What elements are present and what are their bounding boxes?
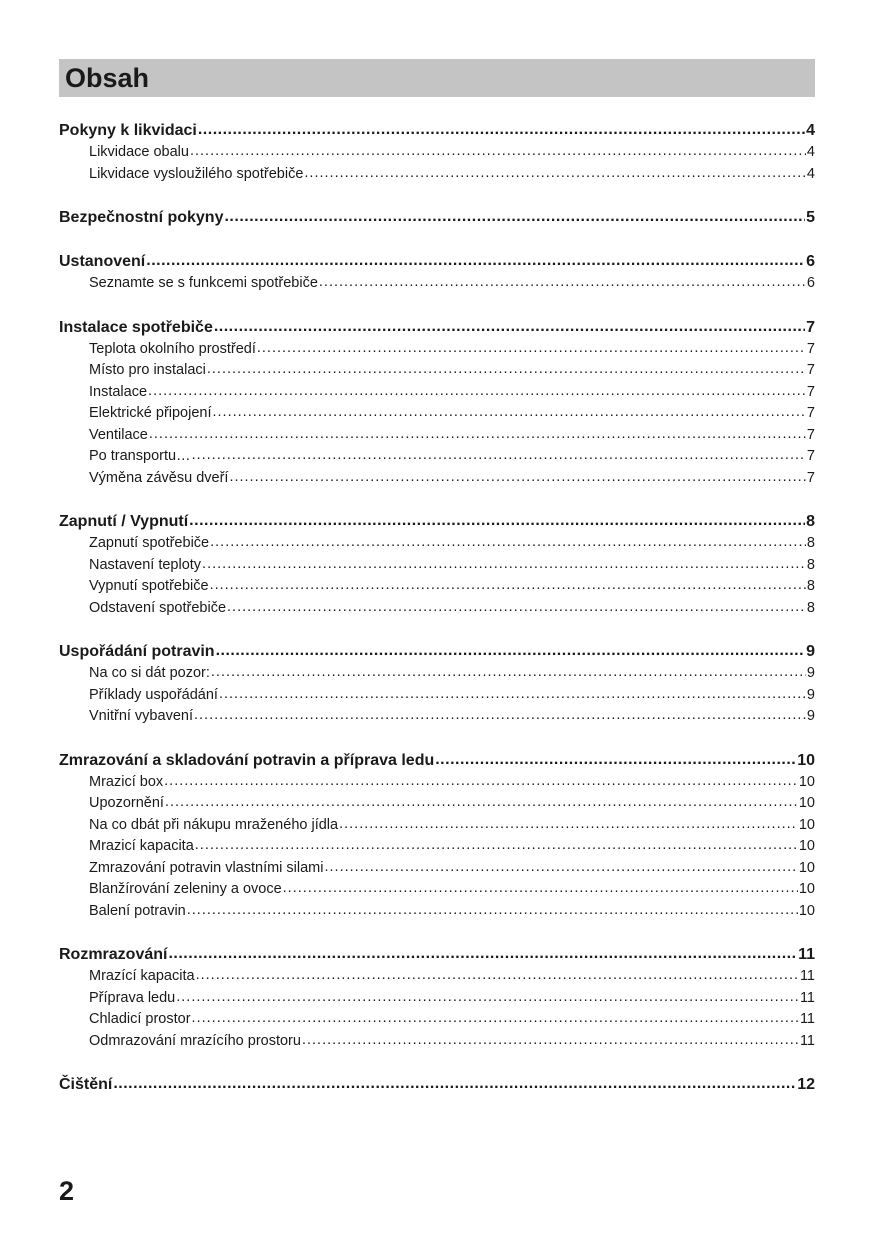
toc-entry-page: 7 — [806, 362, 815, 378]
toc-entry-page: 4 — [806, 165, 815, 182]
toc-leader-dots — [146, 250, 805, 272]
toc-section-title: Uspořádání potravin — [59, 643, 215, 660]
toc-entry[interactable] — [59, 1031, 815, 1053]
toc-entry[interactable] — [59, 685, 815, 707]
toc-entry-title: Vypnutí spotřebiče — [89, 578, 209, 594]
page-title: Obsah — [65, 62, 150, 93]
toc-entry-title: Chladicí prostor — [89, 1011, 191, 1027]
toc-entry-title: Po transportu… — [89, 448, 191, 464]
toc-entry[interactable] — [59, 663, 815, 685]
toc-section-page: 12 — [797, 1076, 815, 1093]
toc-entry-page: 10 — [798, 773, 815, 790]
toc-entry[interactable] — [59, 403, 815, 425]
table-of-contents — [59, 120, 815, 1096]
toc-section-page: 5 — [806, 209, 815, 226]
toc-leader-dots — [224, 206, 805, 228]
toc-entry-page: 10 — [798, 859, 815, 876]
toc-entry-title: Odstavení spotřebiče — [89, 599, 227, 616]
toc-leader-dots — [210, 532, 806, 554]
toc-entry-title: Elektrické připojení — [89, 405, 212, 421]
toc-entry-title: Zapnutí spotřebiče — [89, 535, 210, 551]
toc-section[interactable] — [59, 207, 815, 229]
toc-entry[interactable] — [59, 468, 815, 490]
toc-entry-page: 9 — [806, 665, 815, 681]
toc-leader-dots — [149, 424, 806, 446]
toc-leader-dots — [219, 684, 806, 706]
toc-entry-title: Ventilace — [89, 426, 148, 443]
toc-entry-title: Příklady uspořádání — [89, 686, 218, 703]
toc-entry-page: 11 — [799, 1032, 815, 1049]
toc-leader-dots — [339, 814, 798, 836]
toc-entry[interactable] — [59, 425, 815, 447]
toc-entry-title: Upozornění — [89, 795, 164, 811]
toc-entry-title: Mrazicí kapacita — [89, 838, 194, 854]
toc-section-title: Ustanovení — [59, 253, 146, 270]
toc-entry-page: 6 — [806, 275, 815, 291]
toc-section-page: 7 — [806, 318, 815, 336]
toc-entry-title: Mrazicí box — [89, 773, 164, 790]
toc-leader-dots — [192, 445, 806, 467]
toc-entry[interactable] — [59, 555, 815, 577]
toc-leader-dots — [319, 272, 806, 294]
toc-entry[interactable] — [59, 164, 815, 186]
toc-entry[interactable] — [59, 706, 815, 728]
toc-leader-dots — [325, 857, 798, 879]
toc-section-page: 4 — [806, 122, 815, 139]
toc-entry-title: Likvidace obalu — [89, 144, 189, 160]
toc-leader-dots — [164, 771, 798, 793]
toc-entry-title: Teplota okolního prostředí — [89, 340, 256, 357]
toc-section-page: 9 — [806, 643, 815, 660]
toc-section-page: 6 — [806, 253, 815, 270]
toc-leader-dots — [196, 965, 799, 987]
toc-entry-page: 4 — [806, 144, 815, 160]
toc-entry-page: 7 — [806, 469, 815, 486]
toc-entry-title: Nastavení teploty — [89, 556, 202, 573]
toc-section-title: Instalace spotřebiče — [59, 318, 213, 336]
toc-entry[interactable] — [59, 533, 815, 555]
toc-entry[interactable] — [59, 988, 815, 1010]
toc-entry[interactable] — [59, 879, 815, 901]
toc-leader-dots — [210, 575, 806, 597]
toc-entry-page: 10 — [798, 816, 815, 833]
toc-leader-dots — [195, 835, 798, 857]
toc-entry[interactable] — [59, 858, 815, 880]
toc-leader-dots — [198, 119, 805, 141]
page-number: 2 — [59, 1176, 75, 1206]
toc-entry-title: Odmrazování mrazícího prostoru — [89, 1032, 301, 1049]
toc-section[interactable] — [59, 944, 815, 966]
toc-entry-page: 11 — [799, 1011, 815, 1027]
toc-entry-page: 7 — [806, 448, 815, 464]
toc-entry[interactable] — [59, 1009, 815, 1031]
toc-entry-title: Seznamte se s funkcemi spotřebiče — [89, 275, 318, 291]
toc-section[interactable] — [59, 120, 815, 142]
toc-entry-title: Balení potravin — [89, 902, 186, 919]
toc-section[interactable] — [59, 641, 815, 663]
toc-leader-dots — [189, 510, 805, 532]
toc-entry-title: Na co dbát při nákupu mraženého jídla — [89, 816, 339, 833]
toc-section-title: Pokyny k likvidaci — [59, 122, 197, 139]
toc-section[interactable] — [59, 317, 815, 339]
toc-leader-dots — [194, 705, 806, 727]
toc-leader-dots — [176, 987, 799, 1009]
toc-leader-dots — [113, 1073, 796, 1095]
toc-entry-page: 10 — [798, 881, 815, 897]
toc-entry[interactable] — [59, 901, 815, 923]
toc-entry-title: Likvidace vysloužilého spotřebiče — [89, 165, 304, 182]
toc-entry-title: Zmrazování potravin vlastními silami — [89, 859, 324, 876]
toc-entry-page: 7 — [806, 340, 815, 357]
toc-entry-page: 8 — [806, 599, 815, 616]
toc-section[interactable] — [59, 1074, 815, 1096]
toc-entry-page: 8 — [806, 578, 815, 594]
toc-entry[interactable] — [59, 793, 815, 815]
toc-section-page: 8 — [806, 513, 815, 530]
toc-entry-title: Vnitřní vybavení — [89, 708, 193, 724]
toc-section-title: Zapnutí / Vypnutí — [59, 513, 189, 530]
title-bar — [59, 59, 815, 97]
toc-leader-dots — [229, 467, 805, 489]
toc-section-title: Rozmrazování — [59, 946, 168, 963]
toc-leader-dots — [202, 554, 806, 576]
toc-entry-page: 8 — [806, 556, 815, 573]
toc-leader-dots — [283, 878, 798, 900]
toc-entry-title: Příprava ledu — [89, 989, 176, 1006]
toc-entry-page: 9 — [806, 708, 815, 724]
toc-leader-dots — [302, 1030, 799, 1052]
toc-leader-dots — [190, 141, 806, 163]
toc-section[interactable] — [59, 251, 815, 273]
toc-entry-page: 10 — [798, 795, 815, 811]
toc-entry[interactable] — [59, 446, 815, 468]
toc-leader-dots — [214, 316, 805, 338]
toc-entry[interactable] — [59, 273, 815, 295]
toc-entry[interactable] — [59, 339, 815, 361]
toc-entry[interactable] — [59, 836, 815, 858]
toc-section-page: 11 — [798, 946, 815, 963]
toc-entry-page: 8 — [806, 535, 815, 551]
toc-leader-dots — [187, 900, 798, 922]
toc-section-title: Čištění — [59, 1076, 113, 1093]
toc-leader-dots — [168, 943, 797, 965]
toc-entry-page: 11 — [799, 989, 815, 1006]
toc-entry[interactable] — [59, 142, 815, 164]
toc-entry-page: 7 — [806, 383, 815, 400]
toc-section-title: Zmrazování a skladování potravin a příprava ledu — [59, 751, 435, 769]
toc-entry-page: 10 — [798, 902, 815, 919]
toc-section-title: Bezpečnostní pokyny — [59, 209, 224, 226]
toc-entry[interactable] — [59, 360, 815, 382]
toc-entry-page: 9 — [806, 686, 815, 703]
toc-leader-dots — [192, 1008, 799, 1030]
toc-leader-dots — [207, 359, 806, 381]
toc-leader-dots — [227, 597, 806, 619]
toc-entry[interactable] — [59, 772, 815, 794]
toc-leader-dots — [216, 640, 806, 662]
toc-section[interactable] — [59, 511, 815, 533]
toc-section-page: 10 — [797, 751, 815, 769]
toc-entry[interactable] — [59, 576, 815, 598]
toc-leader-dots — [304, 163, 806, 185]
toc-leader-dots — [211, 662, 806, 684]
toc-entry-title: Výměna závěsu dveří — [89, 469, 229, 486]
toc-leader-dots — [213, 402, 806, 424]
toc-section[interactable] — [59, 750, 815, 772]
toc-entry-title: Blanžírování zeleniny a ovoce — [89, 881, 282, 897]
toc-entry-title: Místo pro instalaci — [89, 362, 206, 378]
toc-entry-title: Mrazící kapacita — [89, 968, 195, 984]
toc-leader-dots — [435, 749, 796, 771]
toc-entry-title: Instalace — [89, 383, 148, 400]
toc-entry-page: 7 — [806, 405, 815, 421]
toc-entry-page: 7 — [806, 426, 815, 443]
toc-entry-page: 10 — [798, 838, 815, 854]
toc-leader-dots — [148, 381, 806, 403]
toc-entry[interactable] — [59, 382, 815, 404]
toc-entry-title: Na co si dát pozor: — [89, 665, 210, 681]
toc-entry[interactable] — [59, 966, 815, 988]
toc-entry[interactable] — [59, 815, 815, 837]
toc-entry-page: 11 — [799, 968, 815, 984]
toc-leader-dots — [257, 338, 806, 360]
toc-leader-dots — [165, 792, 798, 814]
toc-entry[interactable] — [59, 598, 815, 620]
